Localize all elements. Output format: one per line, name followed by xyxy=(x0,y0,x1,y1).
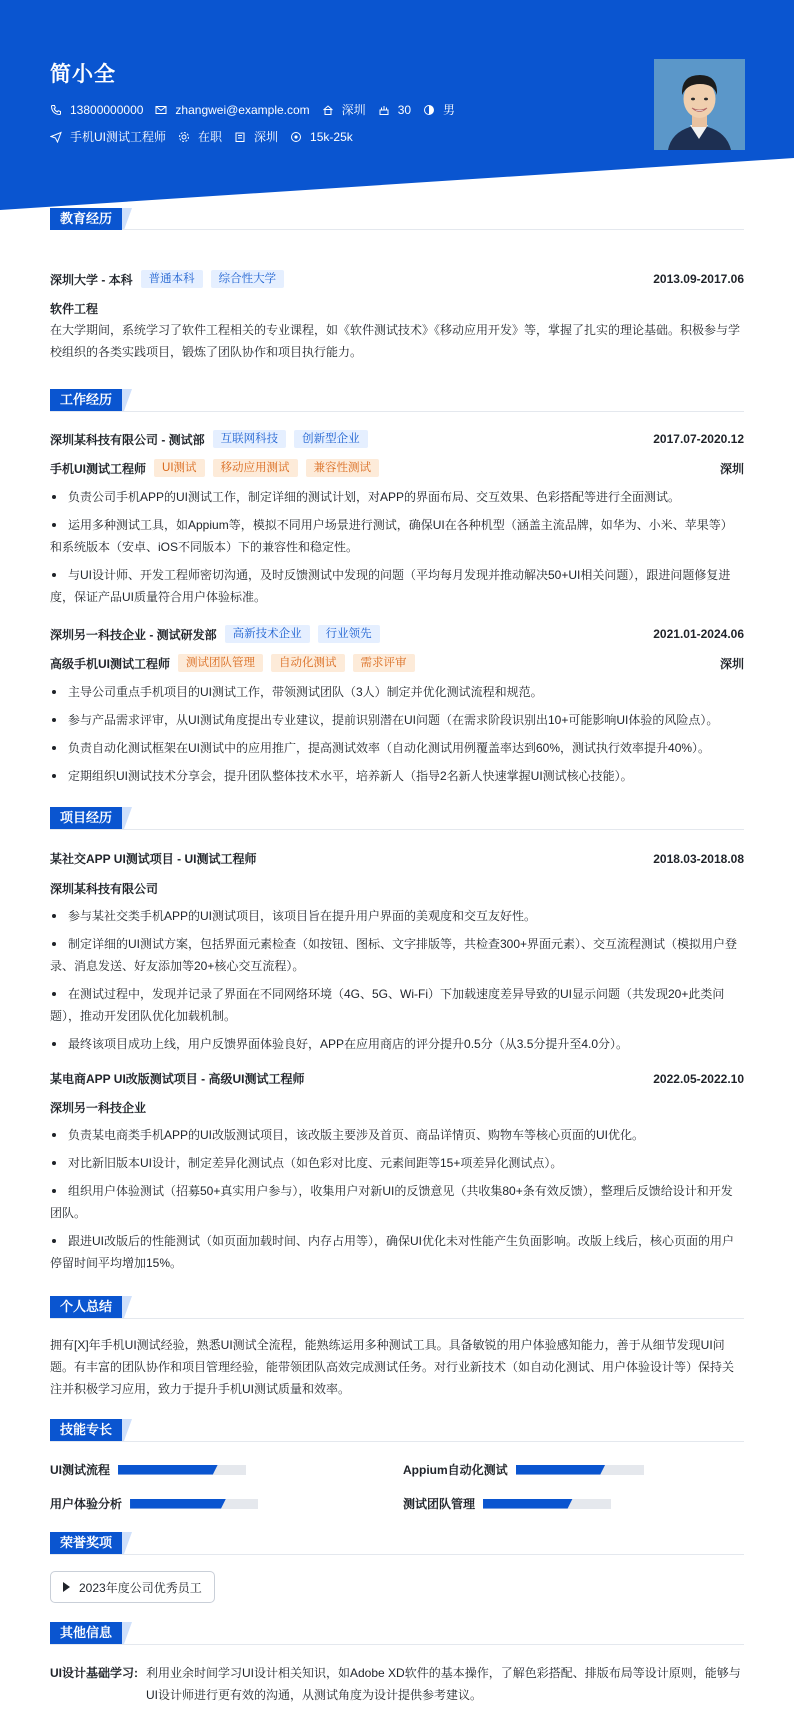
gender-text: 男 xyxy=(443,103,456,117)
list-item-text: 负责自动化测试框架在UI测试中的应用推广，提高测试效率（自动化测试用例覆盖率达到60%，测试执行效率提升40%）。 xyxy=(68,741,711,755)
section-project-label: 项目经历 xyxy=(50,807,122,829)
list-item xyxy=(50,1230,744,1274)
avatar-portrait xyxy=(654,59,745,150)
skill-name: 测试团队管理 xyxy=(403,1497,476,1511)
skill-bar-fill xyxy=(118,1465,218,1475)
section-divider xyxy=(50,829,744,830)
company-tag: 高新技术企业 xyxy=(225,625,310,643)
skill-bar-fill xyxy=(483,1499,573,1509)
target-city-info xyxy=(234,128,278,145)
project-company: 深圳另一科技企业 xyxy=(50,1101,147,1115)
list-item xyxy=(50,486,744,508)
work-role: 高级手机UI测试工程师 xyxy=(50,656,171,671)
list-item-text: 组织用户体验测试（招募50+真实用户参与），收集用户对新UI的反馈意见（共收集80+条有效反馈），整理后反馈给设计和开发团队。 xyxy=(50,1184,733,1220)
list-item-text: 参与某社交类手机APP的UI测试项目，该项目旨在提升用户界面的美观度和交互友好性。 xyxy=(68,909,537,923)
work-role: 手机UI测试工程师 xyxy=(50,461,147,476)
work-company: 深圳另一科技企业 - 测试研发部 xyxy=(50,627,217,642)
skill-bar-fill xyxy=(516,1465,606,1475)
education-major: 软件工程 xyxy=(50,302,99,316)
section-divider xyxy=(50,411,744,412)
work-company-row xyxy=(50,625,744,643)
phone-info xyxy=(50,103,143,117)
gender-icon xyxy=(423,104,435,116)
skill-bar xyxy=(118,1465,246,1475)
section-education-title xyxy=(50,207,128,231)
role-tag: 自动化测试 xyxy=(271,654,345,672)
role-tag: 测试团队管理 xyxy=(178,654,263,672)
section-summary-title xyxy=(50,1295,128,1319)
work-bullets xyxy=(50,486,744,614)
section-awards-label: 荣誉奖项 xyxy=(50,1532,122,1554)
list-item-text: 负责公司手机APP的UI测试工作，制定详细的测试计划，对APP的界面布局、交互效果、色彩搭配等进行全面测试。 xyxy=(68,490,681,504)
project-title-row xyxy=(50,1070,744,1087)
candidate-name: 简小全 xyxy=(50,63,116,86)
list-item-text: 主导公司重点手机项目的UI测试工作，带领测试团队（3人）制定并优化测试流程和规范。 xyxy=(68,685,543,699)
education-description: 在大学期间，系统学习了软件工程相关的专业课程，如《软件测试技术》《移动应用开发》等，掌握了扎实的理论基础。积极参与学校组织的各类实践项目，锻炼了团队协作和项目执行能力。 xyxy=(50,323,741,359)
expand-arrow-icon xyxy=(63,1582,70,1592)
skill-bar xyxy=(516,1465,644,1475)
education-school: 深圳大学 - 本科 xyxy=(50,272,133,287)
section-divider xyxy=(50,229,744,230)
skill-item xyxy=(50,1461,246,1478)
salary-info xyxy=(290,130,353,144)
work-company-row xyxy=(50,430,744,448)
education-tag: 综合性大学 xyxy=(211,270,285,288)
position-info xyxy=(50,128,166,145)
list-item xyxy=(50,1152,744,1174)
home-icon xyxy=(322,104,334,116)
phone-text: 13800000000 xyxy=(70,102,144,117)
skill-name: 用户体验分析 xyxy=(50,1497,123,1511)
project-date: 2018.03-2018.08 xyxy=(653,851,744,866)
work-bullets xyxy=(50,681,744,793)
work-date: 2017.07-2020.12 xyxy=(653,432,744,446)
list-item xyxy=(50,765,744,787)
list-item-text: 制定详细的UI测试方案，包括界面元素检查（如按钮、图标、文字排版等，共检查300+界面元素）、交互流程测试（模拟用户登录、消息发送、好友添加等20+核心交互流程）。 xyxy=(50,937,738,973)
profile-photo xyxy=(654,59,745,150)
list-item-text: 跟进UI改版后的性能测试（如页面加载时间、内存占用等），确保UI优化未对性能产生负面影响。改版上线后，核心页面的用户停留时间平均增加15%。 xyxy=(50,1234,735,1270)
list-item xyxy=(50,737,744,759)
skill-item xyxy=(403,1461,644,1478)
work-role-row xyxy=(50,654,744,672)
role-tag: 兼容性测试 xyxy=(306,459,380,477)
gender-info xyxy=(423,101,455,118)
list-item-text: 定期组织UI测试技术分享会，提升团队整体技术水平，培养新人（指导2名新人快速掌握UI测试核心技能）。 xyxy=(68,769,633,783)
section-skills-label: 技能专长 xyxy=(50,1419,122,1441)
list-item xyxy=(50,905,744,927)
skill-bar xyxy=(130,1499,258,1509)
summary-text: 拥有[X]年手机UI测试经验，熟悉UI测试全流程，能熟练运用多种测试工具。具备敏锐的用户体验感知能力，善于从细节发现UI问题。有丰富的团队协作和项目管理经验，能带领团队高效完成测试任务。对行业新技术（如自动化测试、用户体验设计等）保持关注并积极学习应用，致力于提升手机UI测试质量和效率。 xyxy=(50,1338,735,1396)
age-text: 30 xyxy=(397,102,412,117)
salary-text: 15k-25k xyxy=(310,129,353,144)
send-icon xyxy=(50,131,62,143)
age-info xyxy=(378,103,411,117)
section-work-title xyxy=(50,388,128,412)
work-location: 深圳 xyxy=(719,656,744,671)
award-item[interactable] xyxy=(50,1571,215,1603)
phone-icon xyxy=(50,104,62,116)
mail-icon xyxy=(155,104,167,116)
list-item-text: 对比新旧版本UI设计，制定差异化测试点（如色彩对比度、元素间距等15+项差异化测试点）。 xyxy=(68,1156,563,1170)
project-company-row xyxy=(50,1099,744,1116)
education-date: 2013.09-2017.06 xyxy=(653,272,744,286)
list-item xyxy=(50,983,744,1027)
company-tag: 创新型企业 xyxy=(294,430,368,448)
position-text: 手机UI测试工程师 xyxy=(70,130,167,144)
project-title: 某社交APP UI测试项目 - UI测试工程师 xyxy=(50,852,257,866)
list-item-text: 负责某电商类手机APP的UI改版测试项目，该改版主要涉及首页、商品详情页、购物车等核心页面的UI优化。 xyxy=(68,1128,645,1142)
education-major-row xyxy=(50,300,744,317)
education-tag: 普通本科 xyxy=(141,270,203,288)
city-info xyxy=(322,101,366,118)
list-item xyxy=(50,709,744,731)
building-icon xyxy=(234,131,246,143)
skill-bar-fill xyxy=(130,1499,226,1509)
list-item-text: 参与产品需求评审，从UI测试角度提出专业建议，提前识别潜在UI问题（在需求阶段识别出10+可能影响UI体验的风险点）。 xyxy=(68,713,719,727)
skill-name: Appium自动化测试 xyxy=(403,1463,508,1477)
list-item xyxy=(50,514,744,558)
education-row xyxy=(50,270,744,288)
status-text: 在职 xyxy=(198,130,223,144)
list-item-text: 与UI设计师、开发工程师密切沟通，及时反馈测试中发现的问题（平均每月发现并推动解决50+UI相关问题），跟进问题修复进度，保证产品UI质量符合用户体验标准。 xyxy=(50,568,731,604)
skill-item xyxy=(50,1495,258,1512)
project-bullets xyxy=(50,1124,744,1280)
role-tag: UI测试 xyxy=(154,459,205,477)
role-tag: 需求评审 xyxy=(353,654,415,672)
role-tag: 移动应用测试 xyxy=(213,459,298,477)
work-company: 深圳某科技有限公司 - 测试部 xyxy=(50,432,205,447)
email-info xyxy=(155,103,309,117)
list-item xyxy=(50,1180,744,1224)
award-text: 2023年度公司优秀员工 xyxy=(79,1580,202,1595)
skill-name: UI测试流程 xyxy=(50,1463,111,1477)
list-item xyxy=(50,1124,744,1146)
list-item xyxy=(50,1033,744,1055)
other-info xyxy=(50,1662,744,1706)
company-tag: 互联网科技 xyxy=(213,430,287,448)
gear-icon xyxy=(178,131,190,143)
project-bullets xyxy=(50,905,744,1061)
list-item-text: 在测试过程中，发现并记录了界面在不同网络环境（4G、5G、Wi-Fi）下加载速度差异导致的UI显示问题（共发现20+此类问题），推动开发团队优化加载机制。 xyxy=(50,987,725,1023)
city-text: 深圳 xyxy=(341,103,366,117)
section-awards-title xyxy=(50,1531,128,1555)
status-info xyxy=(178,128,222,145)
skill-item xyxy=(403,1495,611,1512)
project-company: 深圳某科技有限公司 xyxy=(50,882,159,896)
target-city-text: 深圳 xyxy=(254,130,279,144)
section-summary-label: 个人总结 xyxy=(50,1296,122,1318)
section-divider xyxy=(50,1554,744,1555)
resume-header xyxy=(0,0,794,210)
work-location: 深圳 xyxy=(719,461,744,476)
section-other-title xyxy=(50,1621,128,1645)
list-item-text: 运用多种测试工具，如Appium等，模拟不同用户场景进行测试，确保UI在各种机型（涵盖主流品牌，如华为、小米、苹果等）和系统版本（安卓、iOS不同版本）下的兼容性和稳定性。 xyxy=(50,518,733,554)
section-divider xyxy=(50,1644,744,1645)
other-info-text: 利用业余时间学习UI设计相关知识，如Adobe XD软件的基本操作，了解色彩搭配、排版布局等设计原则，能够与UI设计师进行更有效的沟通，从测试角度为设计提供参考建议。 xyxy=(146,1666,741,1702)
list-item-text: 最终该项目成功上线，用户反馈界面体验良好，APP在应用商店的评分提升0.5分（从3.5分提升至4.0分）。 xyxy=(68,1037,629,1051)
skill-bar xyxy=(483,1499,611,1509)
work-date: 2021.01-2024.06 xyxy=(653,627,744,641)
section-skills-title xyxy=(50,1418,128,1442)
other-info-label: UI设计基础学习: xyxy=(50,1666,138,1680)
section-divider xyxy=(50,1441,744,1442)
section-other-label: 其他信息 xyxy=(50,1622,122,1644)
project-title: 某电商APP UI改版测试项目 - 高级UI测试工程师 xyxy=(50,1072,305,1086)
company-tag: 行业领先 xyxy=(318,625,380,643)
project-date: 2022.05-2022.10 xyxy=(653,1071,744,1086)
coin-icon xyxy=(290,131,302,143)
list-item xyxy=(50,564,744,608)
cake-icon xyxy=(378,104,390,116)
project-title-row xyxy=(50,850,744,867)
email-text: zhangwei@example.com xyxy=(175,102,310,117)
contact-row xyxy=(50,101,467,118)
section-education-label: 教育经历 xyxy=(50,208,122,230)
section-work-label: 工作经历 xyxy=(50,389,122,411)
section-project-title xyxy=(50,806,128,830)
section-divider xyxy=(50,1318,744,1319)
list-item xyxy=(50,933,744,977)
list-item xyxy=(50,681,744,703)
work-role-row xyxy=(50,459,744,477)
job-intent-row xyxy=(50,128,365,145)
project-company-row xyxy=(50,880,744,897)
